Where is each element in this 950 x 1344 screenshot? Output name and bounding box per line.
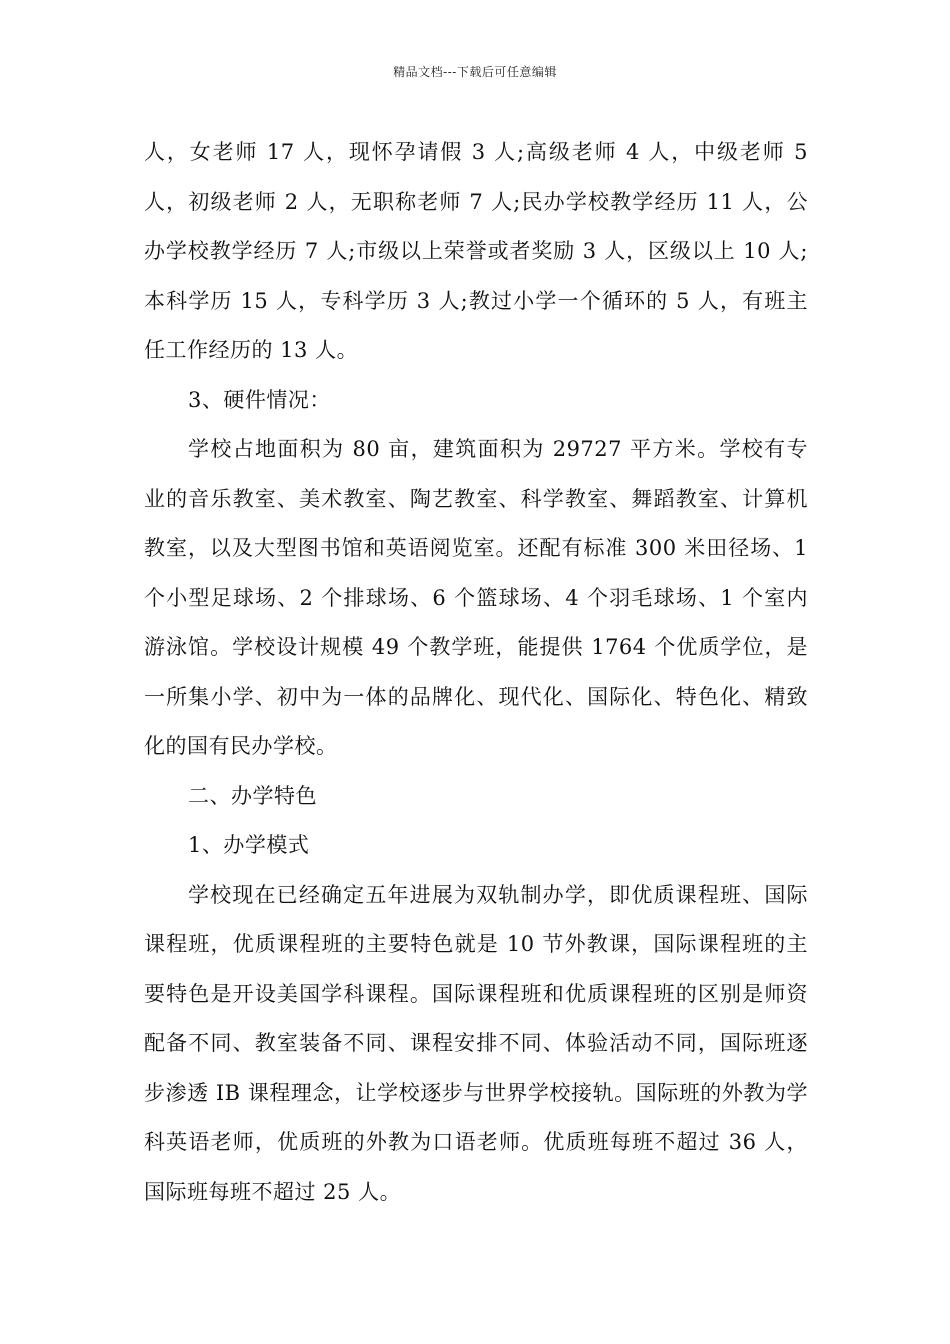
heading-school-mode: 1、办学模式 (188, 833, 310, 857)
paragraph-school-mode: 学校现在已经确定五年进展为双轨制办学，即优质课程班、国际课程班，优质课程班的主要特色就是 10 节外教课，国际课程班的主要特色是开设美国学科课程。国际课程班和优质课程班的区别是师资配备不同、教室装备不同、课程安排不同、体验活动不同，国际班逐步渗透 IB 课程理念，让学校逐步与世界学校接轨。国际班的外教为学科英语老师，优质班的外教为口语老师。优质班每班不超过 36 人，国际班每班不超过 25 人。 (144, 882, 808, 1204)
paragraph-hardware: 学校占地面积为 80 亩，建筑面积为 29727 平方米。学校有专业的音乐教室、美术教室、陶艺教室、科学教室、舞蹈教室、计算机教室，以及大型图书馆和英语阅览室。还配有标准 300 米田径场、1 个小型足球场、2 个排球场、6 个篮球场、4 个羽毛球场、1 个室内游泳馆。学校设计规模 49 个教学班，能提供 1764 个优质学位，是一所集小学、初中为一体的品牌化、现代化、国际化、特色化、精致化的国有民办学校。 (144, 437, 808, 758)
paragraph-staff-stats: 人，女老师 17 人，现怀孕请假 3 人;高级老师 4 人，中级老师 5 人，初级老师 2 人，无职称老师 7 人;民办学校教学经历 11 人，公办学校教学经历 7 人;市级以上荣誉或者奖励 3 人，区级以上 10 人;本科学历 15 人，专科学历 3 人;教过小学一个循环的 5 人，有班主任工作经历的 13 人。 (144, 140, 808, 362)
page-header: 精品文档---下载后可任意编辑 (393, 65, 557, 79)
heading-hardware: 3、硬件情况： (188, 387, 331, 412)
heading-school-features: 二、办学特色 (188, 783, 317, 808)
document-body (144, 128, 808, 1217)
